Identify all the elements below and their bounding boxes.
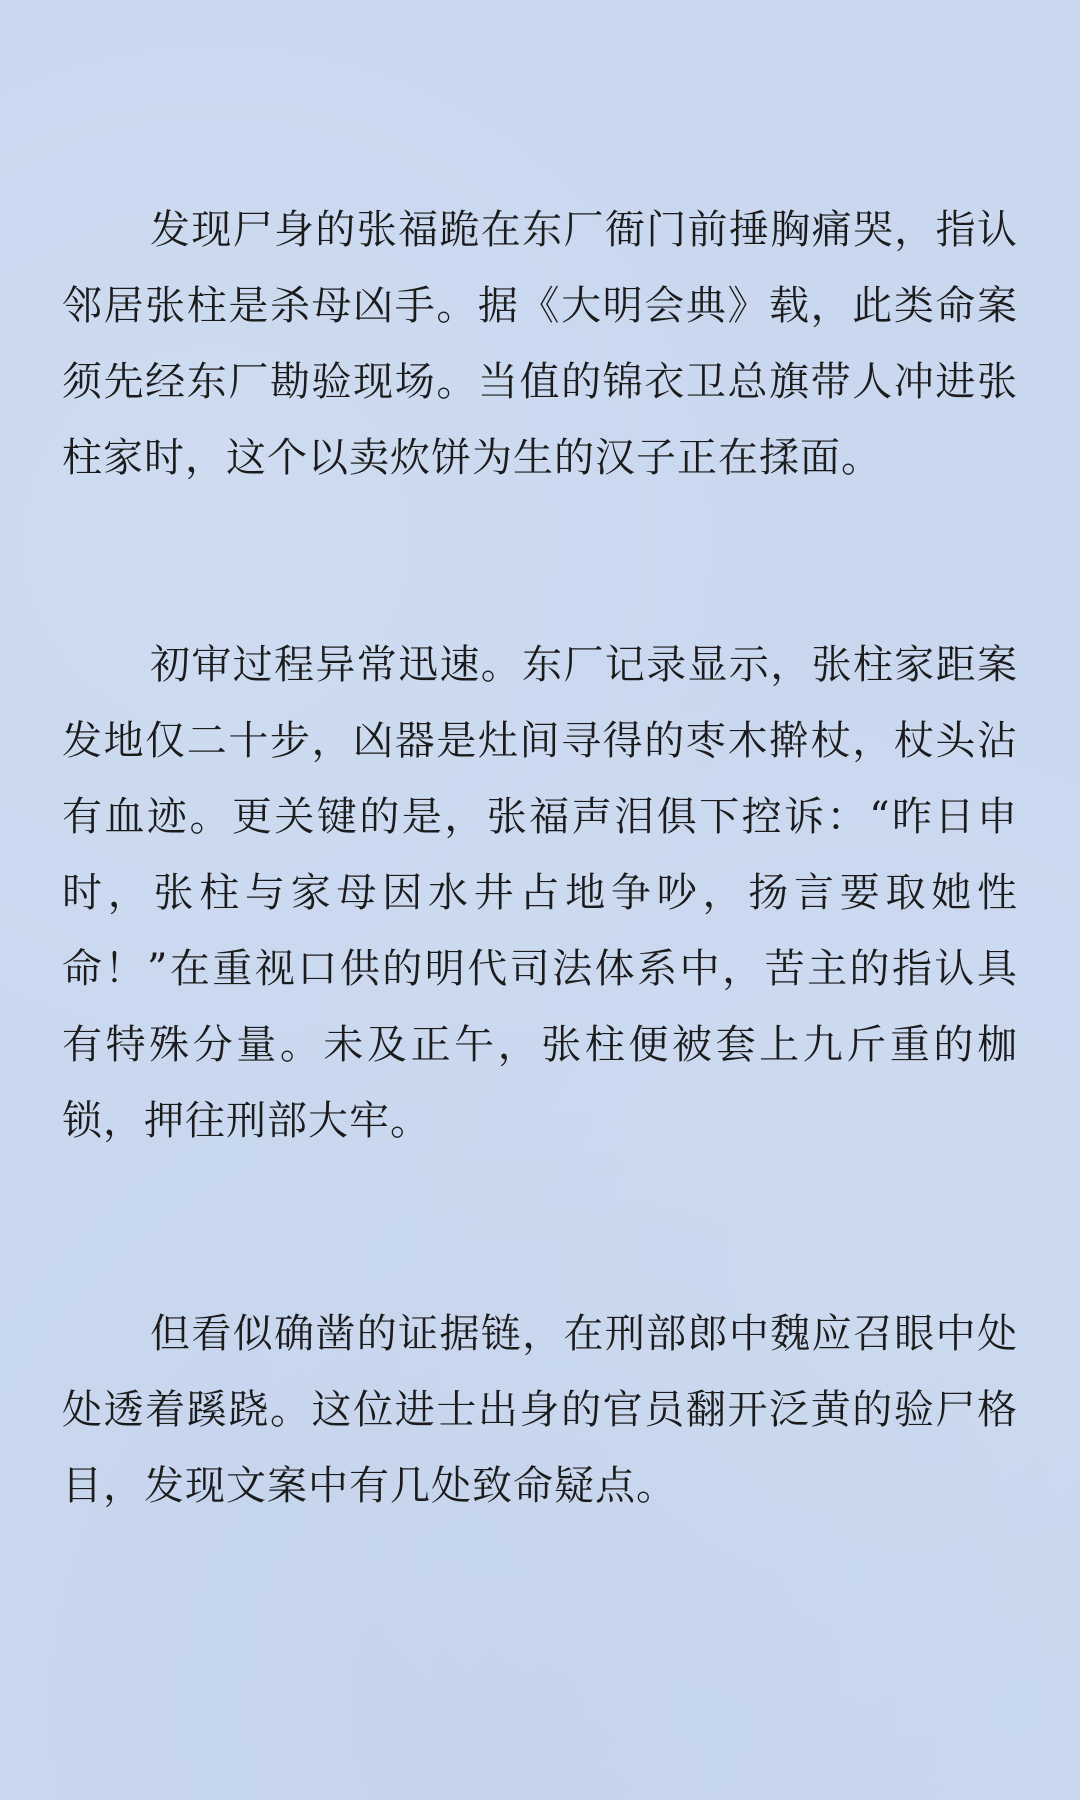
paragraph-2: 初审过程异常迅速。东厂记录显示，张柱家距案发地仅二十步，凶器是灶间寻得的枣木擀杖，杖头沾有血迹。更关键的是，张福声泪俱下控诉：“昨日申时，张柱与家母因水井占地争吵，扬言要取她性命！”在重视口供的明代司法体系中，苦主的指认具有特殊分量。未及正午，张柱便被套上九斤重的枷锁，押往刑部大牢。 [62,642,1018,1144]
paragraph-3: 但看似确凿的证据链，在刑部郎中魏应召眼中处处透着蹊跷。这位进士出身的官员翻开泛黄的验尸格目，发现文案中有几处致命疑点。 [62,1311,1018,1509]
paragraph-1: 发现尸身的张福跪在东厂衙门前捶胸痛哭，指认邻居张柱是杀母凶手。据《大明会典》载，此类命案须先经东厂勘验现场。当值的锦衣卫总旗带人冲进张柱家时，这个以卖炊饼为生的汉子正在揉面。 [62,207,1018,481]
